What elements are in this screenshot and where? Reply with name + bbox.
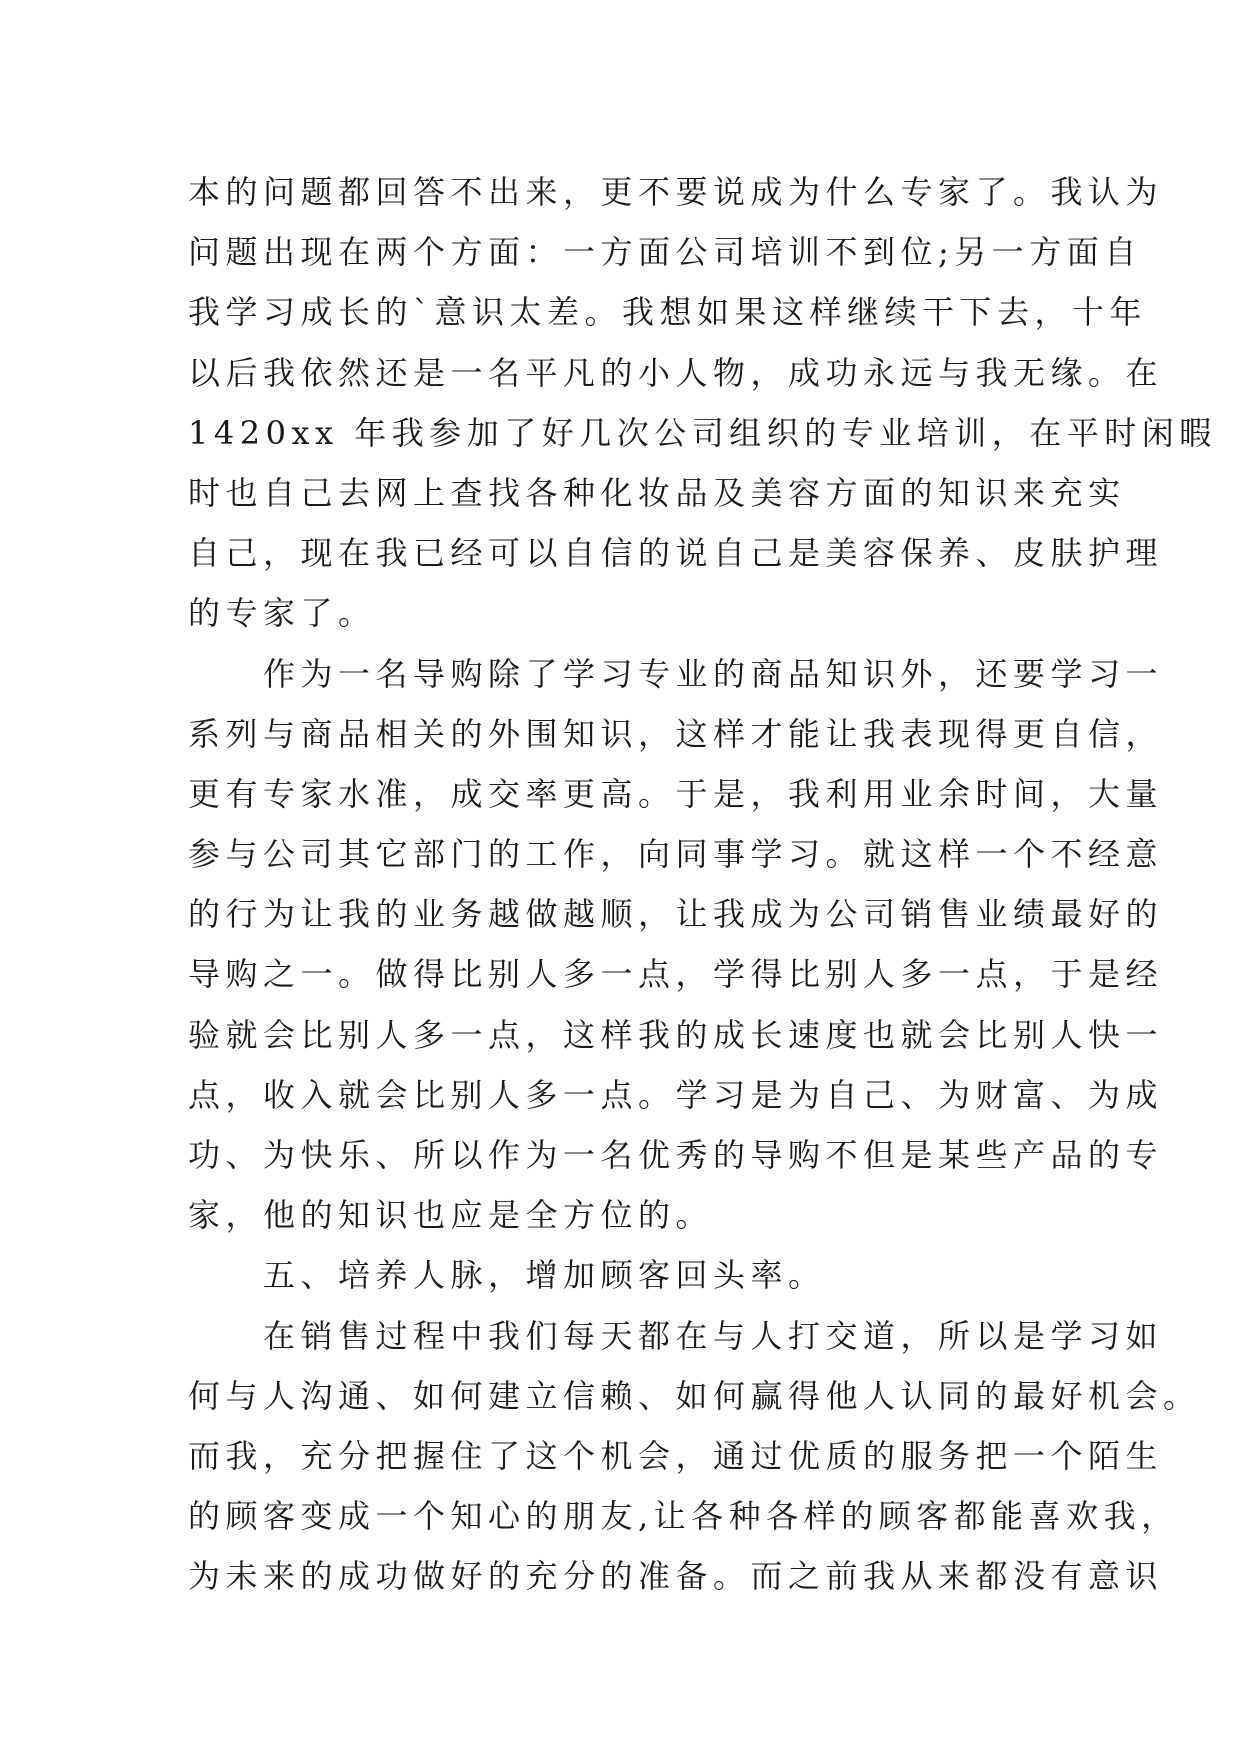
text-line: 1420xx 年我参加了好几次公司组织的专业培训，在平时闲暇 xyxy=(188,413,1217,452)
text-line: 更有专家水准，成交率更高。于是，我利用业余时间，大量 xyxy=(188,774,1164,813)
text-line: 点，收入就会比别人多一点。学习是为自己、为财富、为成 xyxy=(188,1075,1164,1114)
text-line: 验就会比别人多一点，这样我的成长速度也就会比别人快一 xyxy=(188,1015,1164,1054)
text-line: 我学习成长的`意识太差。我想如果这样继续干下去，十年 xyxy=(188,293,1148,332)
text-line: 本的问题都回答不出来，更不要说成为什么专家了。我认为 xyxy=(188,173,1164,211)
text-line: 导购之一。做得比别人多一点，学得比别人多一点，于是经 xyxy=(188,955,1164,994)
document-body xyxy=(188,162,1217,1607)
text-line: 以后我依然还是一名平凡的小人物，成功永远与我无缘。在 xyxy=(188,353,1164,392)
paragraph-start-line: 作为一名导购除了学习专业的商品知识外，还要学习一 xyxy=(188,654,1164,693)
text-line: 系列与商品相关的外围知识，这样才能让我表现得更自信， xyxy=(188,714,1164,753)
text-line: 而我，充分把握住了这个机会，通过优质的服务把一个陌生 xyxy=(188,1436,1164,1475)
text-line: 问题出现在两个方面：一方面公司培训不到位;另一方面自 xyxy=(188,233,1142,272)
text-line: 的专家了。 xyxy=(188,594,376,633)
text-line: 时也自己去网上查找各种化妆品及美容方面的知识来充实 xyxy=(188,473,1126,512)
text-line: 参与公司其它部门的工作，向同事学习。就这样一个不经意 xyxy=(188,835,1164,874)
text-line: 为未来的成功做好的充分的准备。而之前我从来都没有意识 xyxy=(188,1557,1164,1596)
text-line: 自己，现在我已经可以自信的说自己是美容保养、皮肤护理 xyxy=(188,534,1164,573)
paragraph-start-line: 在销售过程中我们每天都在与人打交道，所以是学习如 xyxy=(188,1316,1164,1355)
text-line: 的顾客变成一个知心的朋友,让各种各样的顾客都能喜欢我， xyxy=(188,1497,1179,1536)
text-line: 何与人沟通、如何建立信赖、如何赢得他人认同的最好机会。 xyxy=(188,1376,1201,1415)
text-line: 功、为快乐、所以作为一名优秀的导购不但是某些产品的专 xyxy=(188,1136,1164,1174)
text-line: 家，他的知识也应是全方位的。 xyxy=(188,1196,714,1235)
section-heading: 五、培养人脉，增加顾客回头率。 xyxy=(188,1256,826,1295)
text-line: 的行为让我的业务越做越顺，让我成为公司销售业绩最好的 xyxy=(188,895,1164,934)
